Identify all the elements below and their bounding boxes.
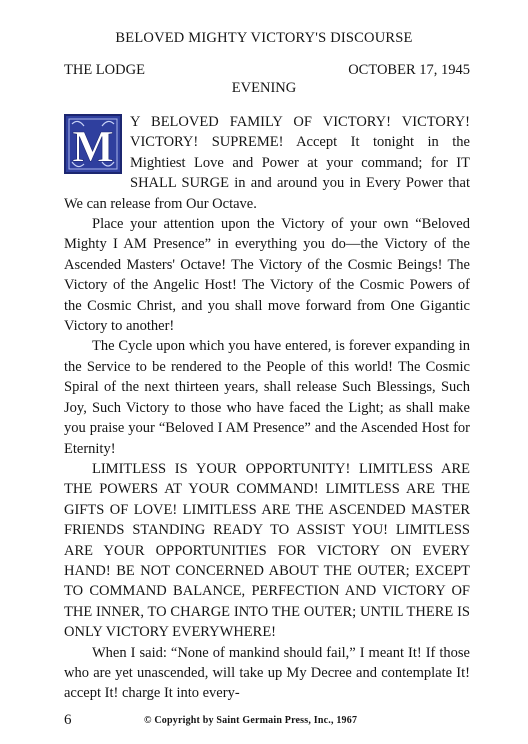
copyright-notice: © Copyright by Saint Germain Press, Inc., 1967 — [144, 715, 358, 726]
dropcap-letter: M — [72, 122, 114, 171]
paragraph-4: LIMITLESS IS YOUR OPPORTUNITY! LIMITLESS ARE THE POWERS AT YOUR COMMAND! LIMITLESS ARE THE GIFTS OF LOVE! LIMITLESS ARE THE ASCENDED MASTER FRIENDS STANDING READY TO ASSIST YOU! LIMITLESS ARE YOUR OPPORTUNITIES FOR VICTORY ON EVERY HAND! BE NOT CONCERNED ABOUT THE OUTER; EXCEPT TO COMMAND BALANCE, PERFECTION AND VICTORY OF THE INNER, TO CHARGE INTO THE OUTER; UNTIL THERE IS ONLY VICTORY EVERYWHERE! — [64, 460, 470, 641]
date-label: OCTOBER 17, 1945 — [348, 62, 470, 78]
header-row — [64, 62, 470, 80]
discourse-title: BELOVED MIGHTY VICTORY'S DISCOURSE — [115, 30, 413, 46]
discourse-body — [64, 112, 470, 704]
dropcap-m-icon — [64, 114, 122, 174]
paragraph-1 — [64, 112, 470, 214]
paragraph-1-text: Y BELOVED FAMILY OF VICTORY! VICTORY! VICTORY! SUPREME! Accept It tonight in the Mightiest Love and Power at your command; for IT SHALL SURGE in and around you in Every Power that We can release from Our Octave. — [64, 114, 470, 212]
paragraph-2: Place your attention upon the Victory of your own “Beloved Mighty I AM Presence” in everything you do—the Victory of the Ascended Masters' Octave! The Victory of the Cosmic Beings! The Victory of the Angelic Host! The Victory of the Cosmic Powers of the Cosmic Christ, and you shall move forward from One Gigantic Victory to another! — [64, 216, 470, 335]
location-label: THE LODGE — [64, 62, 145, 78]
paragraph-5: When I said: “None of mankind should fail,” I meant It! If those who are yet unascended, will take up My Decree and contemplate It! accept It! charge It into every- — [64, 644, 470, 702]
paragraph-3: The Cycle upon which you have entered, is forever expanding in the Service to be rendered to the People of this world! The Cosmic Spiral of the next thirteen years, shall release Such Blessings, Such Joy, Such Victory to those who have faced the Light; as shall make you praise your “Beloved I AM Presence” and the Ascended Host for Eternity! — [64, 338, 470, 457]
session-label: EVENING — [231, 80, 297, 96]
page-footer — [64, 712, 470, 732]
page-number: 6 — [64, 712, 72, 728]
